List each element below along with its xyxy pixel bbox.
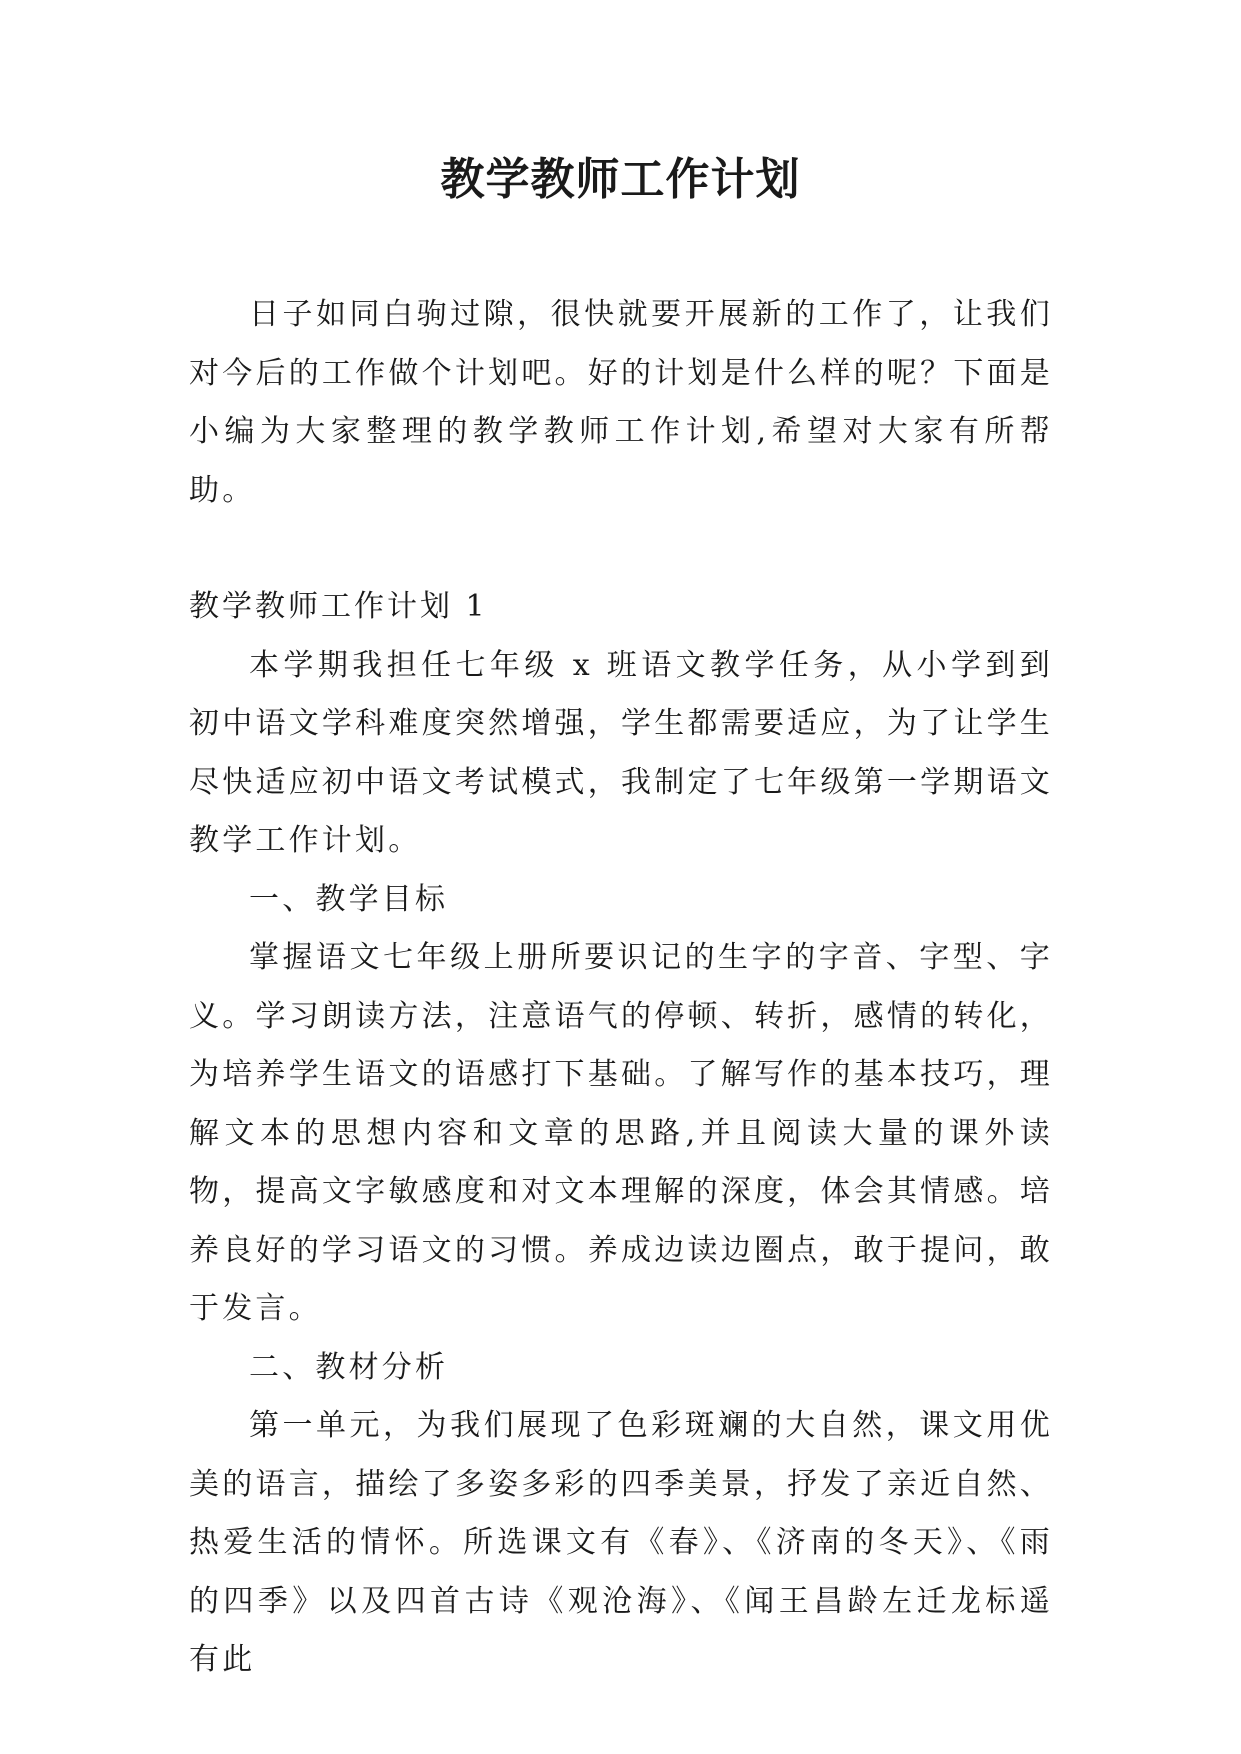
section-title: 教学教师工作计划 1 [189, 589, 488, 624]
heading-teaching-goals: 一、教学目标 [249, 881, 449, 917]
body-paragraph-2: 掌握语文七年级上册所要识记的生字的字音、字型、字义。学习朗读方法，注意语气的停顿、转折，感情的转化，为培养学生语文的语感打下基础。了解写作的基本技巧，理解文本的思想内容和文章的思路,并且阅读大量的课外读物，提高文字敏感度和对文本理解的深度，体会其情感。培养良好的学习语文的习惯。养成边读边圈点，敢于提问，敢于发言。 [189, 940, 1053, 1326]
document-body [189, 286, 1053, 1690]
body-paragraph-1: 本学期我担任七年级 x 班语文教学任务，从小学到到初中语文学科难度突然增强，学生都需要适应，为了让学生尽快适应初中语文考试模式，我制定了七年级第一学期语文教学工作计划。 [189, 647, 1053, 858]
body-paragraph-3: 第一单元，为我们展现了色彩斑斓的大自然，课文用优美的语言，描绘了多姿多彩的四季美景，抒发了亲近自然、热爱生活的情怀。所选课文有《春》、《济南的冬天》、《雨的四季》以及四首古诗《观沧海》、《闻王昌龄左迁龙标遥有此 [189, 1408, 1053, 1677]
intro-paragraph: 日子如同白驹过隙，很快就要开展新的工作了，让我们对今后的工作做个计划吧。好的计划是什么样的呢？下面是小编为大家整理的教学教师工作计划,希望对大家有所帮助。 [189, 297, 1053, 508]
heading-textbook-analysis: 二、教材分析 [249, 1349, 449, 1385]
paragraph-spacer [189, 520, 1053, 578]
document-title: 教学教师工作计划 [440, 154, 801, 205]
